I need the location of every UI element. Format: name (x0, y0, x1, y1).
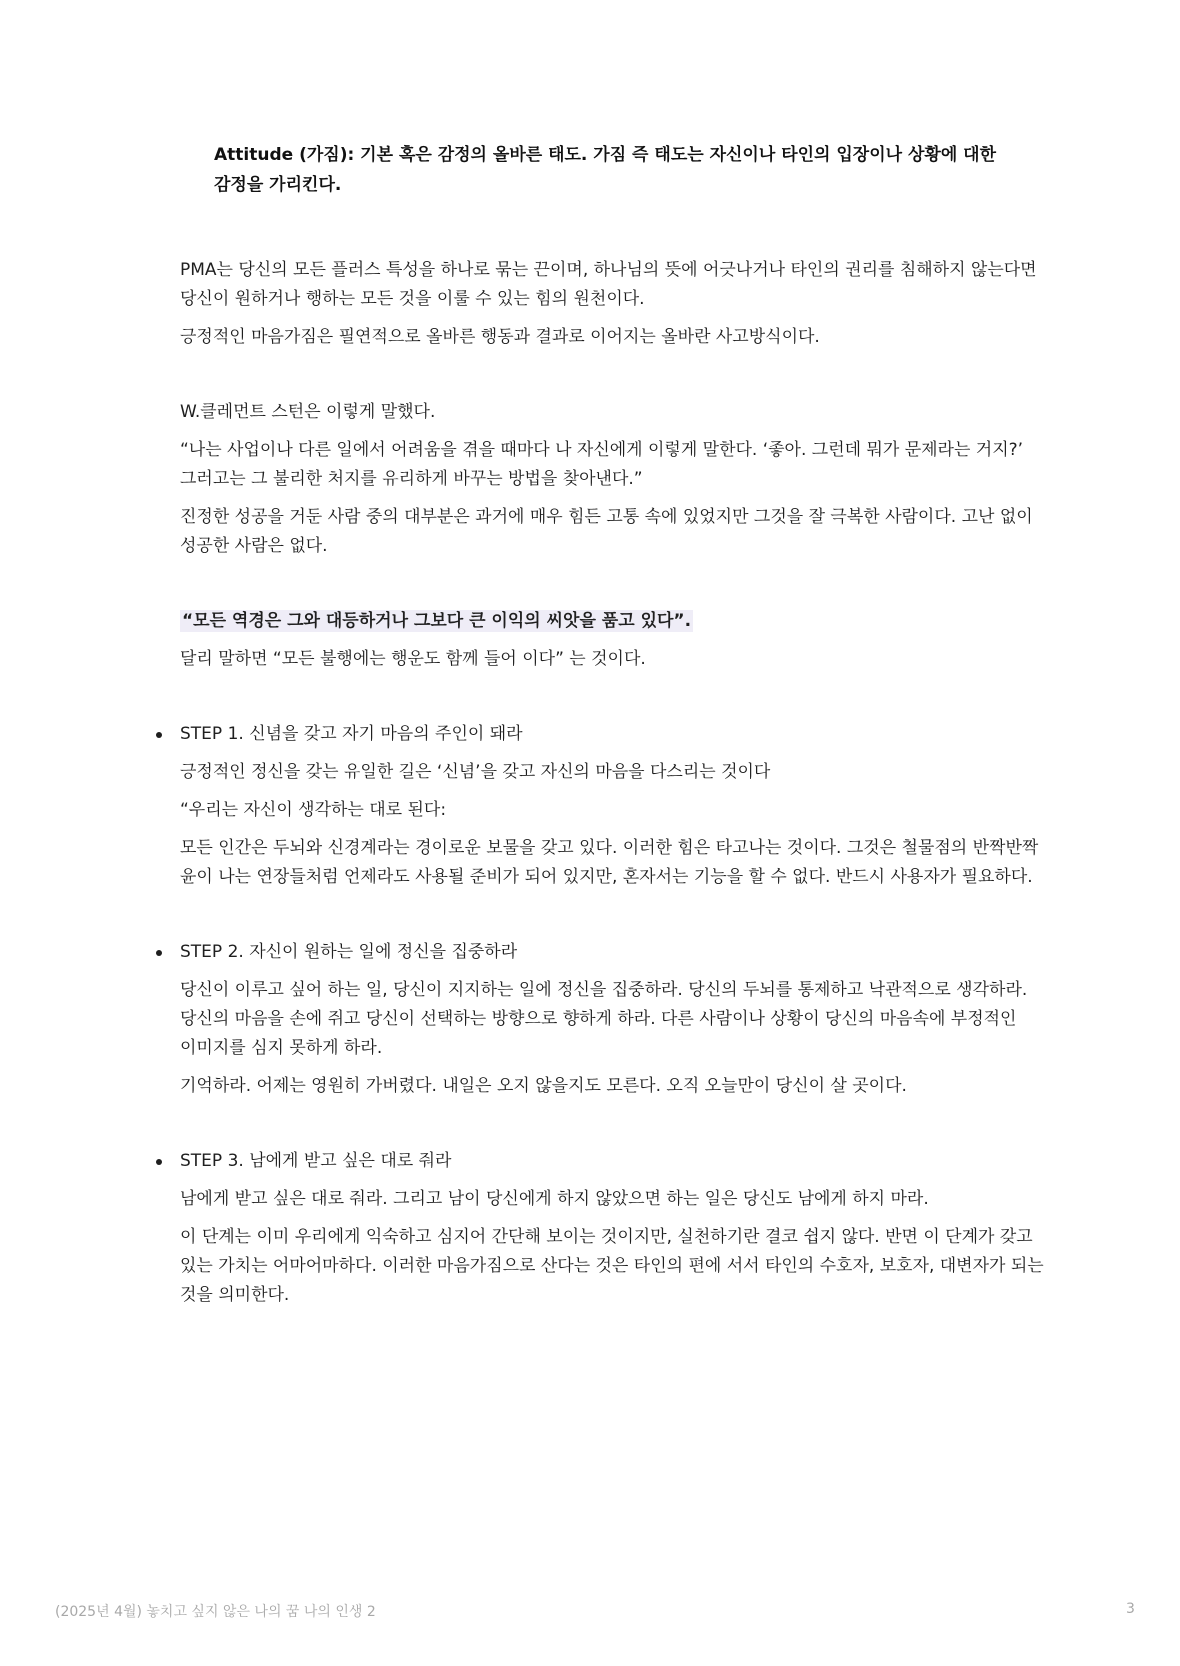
pma-paragraph: PMA는 당신의 모든 플러스 특성을 하나로 묶는 끈이며, 하나님의 뜻에 어긋나거나 타인의 권리를 침해하지 않는다면 당신이 원하거나 행하는 모든 것을 이룰 수 있는 힘의 원천이다. (180, 260, 1037, 309)
bullet-dot (156, 950, 162, 956)
success-paragraph: 진정한 성공을 거둔 사람 중의 대부분은 과거에 매우 힘든 고통 속에 있었지만 그것을 잘 극복한 사람이다. 고난 없이 성공한 사람은 없다. (180, 507, 1033, 556)
step-paragraph: 남에게 받고 싶은 대로 줘라. 그리고 남이 당신에게 하지 않았으면 하는 일은 당신도 남에게 하지 마라. (180, 1189, 929, 1209)
step-paragraph: 기억하라. 어제는 영원히 가버렸다. 내일은 오지 않을지도 모른다. 오직 오늘만이 당신이 살 곳이다. (180, 1076, 907, 1096)
step-paragraph: 긍정적인 정신을 갖는 유일한 길은 ‘신념’을 갖고 자신의 마음을 다스리는 것이다 (180, 762, 771, 782)
step-paragraph: 모든 인간은 두뇌와 신경계라는 경이로운 보물을 갖고 있다. 이러한 힘은 타고나는 것이다. 그것은 철물점의 반짝반짝 윤이 나는 연장들처럼 언제라도 사용될 준비가 되어 있지만, 혼자서는 기능을 할 수 없다. 반드시 사용자가 필요하다. (180, 838, 1039, 887)
step-paragraph: “우리는 자신이 생각하는 대로 된다: (180, 800, 447, 820)
step-title: STEP 3. 남에게 받고 싶은 대로 줘라 (180, 1151, 452, 1171)
footer-title: (2025년 4월) 놓치고 싶지 않은 나의 꿈 나의 인생 2 (55, 1604, 376, 1620)
positive-mind-paragraph: 긍정적인 마음가짐은 필연적으로 올바른 행동과 결과로 이어지는 올바란 사고방식이다. (180, 327, 820, 347)
step-2 (180, 938, 1050, 1101)
adversity-note-paragraph: 달리 말하면 “모든 불행에는 행운도 함께 들어 이다” 는 것이다. (180, 649, 646, 669)
adversity-heading (180, 607, 1050, 636)
step-paragraph: 당신이 이루고 싶어 하는 일, 당신이 지지하는 일에 정신을 집중하라. 당신의 두뇌를 통제하고 낙관적으로 생각하라. 당신의 마음을 손에 쥐고 당신이 선택하는 방향으로 향하게 하라. 다른 사람이나 상황이 당신의 마음속에 부정적인 이미지를 심지 못하게 하라. (180, 980, 1028, 1058)
page-content (180, 140, 1050, 1310)
stone-intro-paragraph: W.클레먼트 스턴은 이렇게 말했다. (180, 402, 436, 422)
attitude-callout: Attitude (가짐): 기본 혹은 감정의 올바른 태도. 가짐 즉 태도는 자신이나 타인의 입장이나 상황에 대한 감정을 가리킨다. (214, 145, 997, 195)
bullet-dot (156, 732, 162, 738)
bullet-dot (156, 1159, 162, 1165)
step-title: STEP 1. 신념을 갖고 자기 마음의 주인이 돼라 (180, 724, 523, 744)
step-1 (180, 720, 1050, 892)
step-title: STEP 2. 자신이 원하는 일에 정신을 집중하라 (180, 942, 518, 962)
adversity-highlight: “모든 역경은 그와 대등하거나 그보다 큰 이익의 씨앗을 품고 있다”. (182, 611, 692, 631)
step-3 (180, 1147, 1050, 1310)
page-number: 3 (1126, 1601, 1135, 1617)
step-paragraph: 이 단계는 이미 우리에게 익숙하고 심지어 간단해 보이는 것이지만, 실천하기란 결코 쉽지 않다. 반면 이 단계가 갖고 있는 가치는 어마어마하다. 이러한 마음가짐으로 산다는 것은 타인의 편에 서서 타인의 수호자, 보호자, 대변자가 되는 것을 의미한다. (180, 1227, 1044, 1305)
stone-quote-paragraph: “나는 사업이나 다른 일에서 어려움을 겪을 때마다 나 자신에게 이렇게 말한다. ‘좋아. 그런데 뭐가 문제라는 거지?’ 그러고는 그 불리한 처지를 유리하게 바꾸는 방법을 찾아낸다.” (180, 440, 1024, 489)
